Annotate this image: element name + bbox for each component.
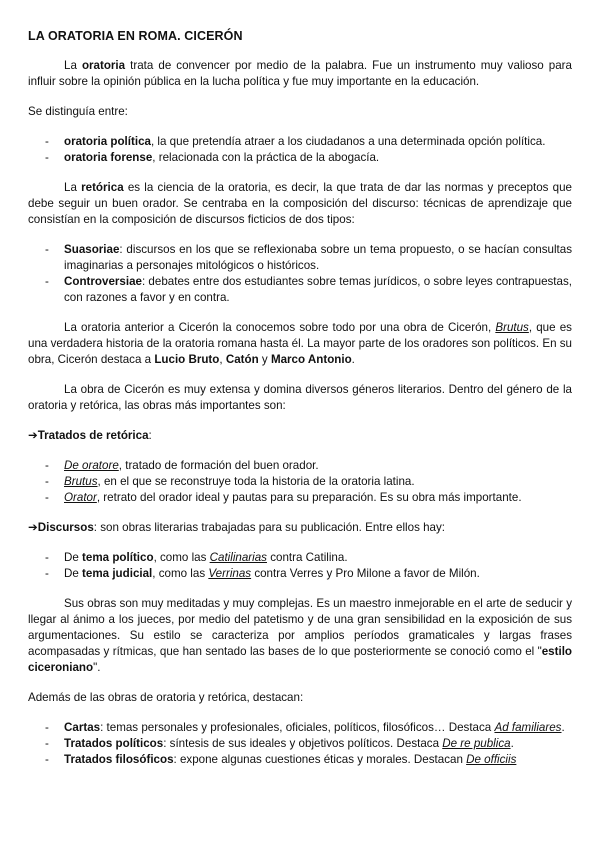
work-title: Catilinarias — [209, 551, 267, 564]
paragraph-ademas: Además de las obras de oratoria y retórica, destacan: — [28, 691, 304, 704]
term: tema político — [82, 551, 154, 564]
text: . — [351, 353, 355, 366]
text: : — [148, 429, 152, 442]
paragraph-oratoria-anterior — [28, 320, 572, 368]
paragraph-retorica — [28, 180, 572, 228]
text: De — [64, 567, 83, 580]
list-item — [28, 134, 572, 150]
work-title: De re publica — [442, 737, 511, 750]
text: , en el que se reconstruye toda la historia de la oratoria latina. — [97, 475, 415, 488]
text: , relacionada con la práctica de la abogacía. — [152, 151, 380, 164]
page-title: LA ORATORIA EN ROMA. CICERÓN — [28, 29, 243, 43]
work-title: De officiis — [466, 753, 517, 766]
paragraph-obra-ciceron: La obra de Cicerón es muy extensa y domina diversos géneros literarios. Dentro del género de la oratoria y retórica, las obras más importantes son: — [28, 383, 572, 412]
section-heading: Tratados de retórica — [37, 429, 149, 442]
list-oratoria-types — [28, 134, 572, 166]
section-tratados-retorica — [28, 428, 572, 444]
work-title: Brutus — [64, 475, 98, 488]
paragraph-oratoria — [28, 58, 572, 90]
text: contra Catilina. — [266, 551, 348, 564]
work-title: Ad familiares — [494, 721, 562, 734]
text: , la que pretendía atraer a los ciudadanos a una determinada opción política. — [150, 135, 546, 148]
text: : debates entre dos estudiantes sobre temas jurídicos, o sobre leyes contrapuestas, con razones a favor y en contra. — [64, 275, 572, 304]
term-oratoria: oratoria — [81, 59, 126, 72]
section-discursos — [28, 520, 572, 536]
orator-name: Lucio Bruto — [154, 353, 220, 366]
list-item — [28, 474, 572, 490]
text: : expone algunas cuestiones éticas y morales. Destacan — [173, 753, 467, 766]
list-discursos — [28, 550, 572, 582]
term: oratoria forense — [64, 151, 153, 164]
text: : síntesis de sus ideales y objetivos políticos. Destaca — [163, 737, 443, 750]
paragraph-estilo — [28, 596, 572, 676]
term: Cartas — [64, 721, 101, 734]
term: tema judicial — [82, 567, 153, 580]
list-item — [28, 736, 572, 752]
text: , tratado de formación del buen orador. — [118, 459, 319, 472]
list-item — [28, 458, 572, 474]
text: , como las — [152, 567, 209, 580]
text: y — [258, 353, 271, 366]
text: contra Verres y Pro Milone a favor de Milón. — [251, 567, 480, 580]
term: Controversiae — [64, 275, 142, 288]
text: . — [510, 737, 514, 750]
text: La oratoria anterior a Cicerón la conocemos sobre todo por una obra de Cicerón, — [64, 321, 496, 334]
text: , que es una verdadera historia de la oratoria romana hasta él. La mayor parte de los oradores son políticos. En su obra, Cicerón destaca a — [28, 321, 572, 366]
text: . — [561, 721, 565, 734]
term-retorica: retórica — [81, 181, 124, 194]
paragraph-se-distinguia: Se distinguía entre: — [28, 105, 128, 118]
list-item — [28, 150, 572, 166]
list-item — [28, 566, 572, 582]
arrow-right-icon: ➔ — [28, 429, 38, 442]
list-item — [28, 720, 572, 736]
list-item — [28, 274, 572, 306]
list-item — [28, 490, 572, 506]
work-title: Orator — [64, 491, 97, 504]
text: , — [219, 353, 226, 366]
orator-name: Marco Antonio — [270, 353, 352, 366]
list-item — [28, 752, 572, 768]
arrow-right-icon: ➔ — [28, 521, 38, 534]
text: , retrato del orador ideal y pautas para su preparación. Es su obra más importante. — [96, 491, 522, 504]
text: La — [64, 181, 82, 194]
term: Tratados políticos — [64, 737, 164, 750]
text: De — [64, 551, 83, 564]
list-item — [28, 242, 572, 274]
text: ". — [93, 661, 101, 674]
term: oratoria política — [64, 135, 151, 148]
work-title: Verrinas — [208, 567, 252, 580]
term: Suasoriae — [64, 243, 120, 256]
text: : son obras literarias trabajadas para su publicación. Entre ellos hay: — [93, 521, 446, 534]
text: : temas personales y profesionales, oficiales, políticos, filosóficos… Destaca — [100, 721, 495, 734]
section-heading: Discursos — [37, 521, 94, 534]
text: : discursos en los que se reflexionaba sobre un tema propuesto, o se hacían consultas imaginarias a personajes mitológicos o históricos. — [64, 243, 572, 272]
orator-name: Catón — [225, 353, 259, 366]
text: trata de convencer por medio de la palabra. Fue un instrumento muy valioso para influir sobre la opinión pública en la lucha política y fue muy importante en la educación. — [28, 59, 572, 88]
text: La — [64, 59, 82, 72]
work-title: Brutus — [495, 321, 529, 334]
text: Sus obras son muy meditadas y muy complejas. Es un maestro inmejorable en el arte de seducir y llegar al ánimo a los jueces, por medio del patetismo y de una gran sensibilidad en la exposición de sus argumentaciones. Su estilo se caracteriza por amplios períodos gramaticales y largas frases acompasadas y rítmicas, que han sentado las bases de lo que posteriormente se conoció como el " — [28, 597, 572, 658]
term: Tratados filosóficos — [64, 753, 174, 766]
work-title: De oratore — [64, 459, 119, 472]
list-discourse-types — [28, 242, 572, 306]
text: , como las — [153, 551, 210, 564]
list-item — [28, 550, 572, 566]
text: es la ciencia de la oratoria, es decir, la que trata de dar las normas y preceptos que debe seguir un buen orador. Se centraba en la composición del discurso: técnicas de aprendizaje que consistían en la composición de discursos ficticios de dos tipos: — [28, 181, 572, 226]
list-tratados — [28, 458, 572, 506]
term-estilo-ciceroniano: estilo ciceroniano — [28, 645, 572, 674]
list-otras-obras — [28, 720, 572, 768]
